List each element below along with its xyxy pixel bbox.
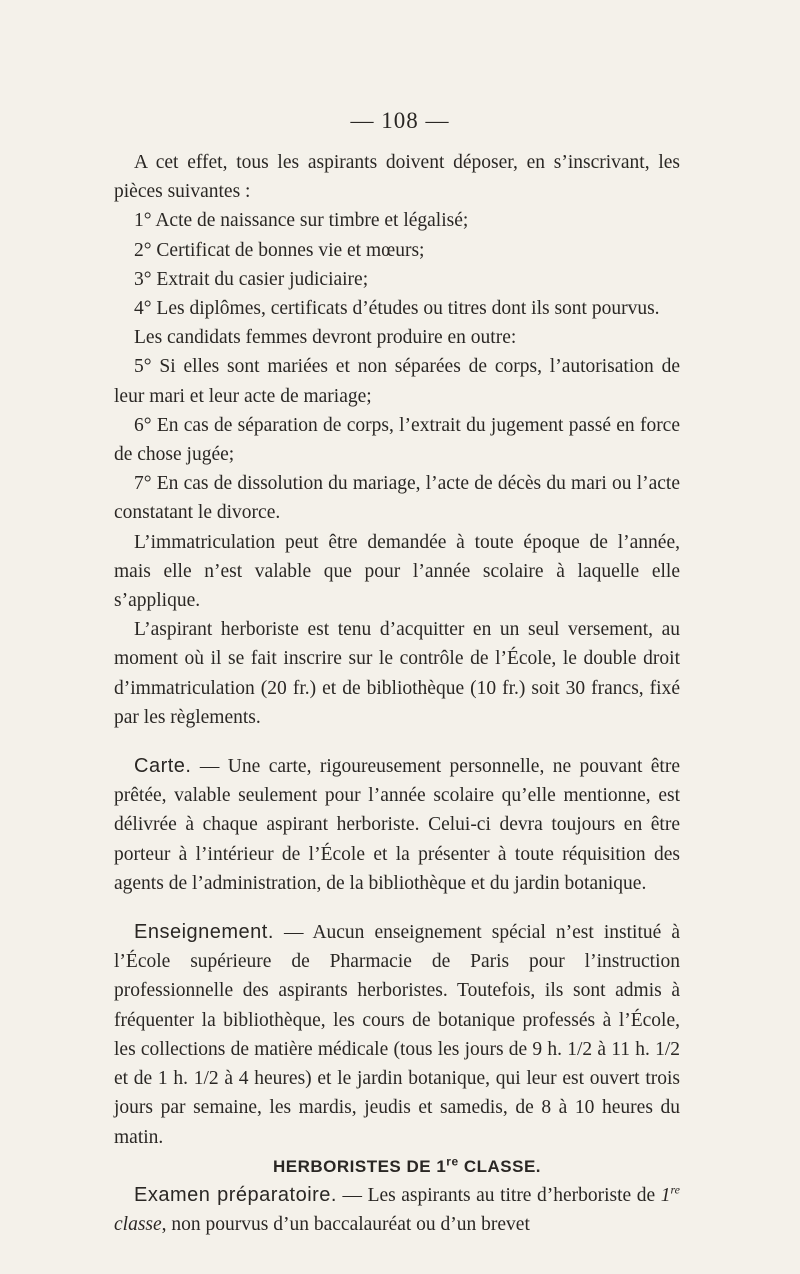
paragraph-immatriculation: L’immatriculation peut être demandée à toute époque de l’année, mais elle n’est valable que pour l’année scolaire à laquelle elle s’applique.	[114, 531, 680, 612]
list-item-5: 5° Si elles sont mariées et non séparées de corps, l’autorisation de leur mari et leur acte de mariage;	[114, 356, 680, 407]
body-text	[114, 148, 680, 1239]
run-in-heading-examen: Examen préparatoire.	[134, 1183, 337, 1206]
paragraph-fees: L’aspirant herboriste est tenu d’acquitter en un seul versement, au moment où il se fait inscrire sur le contrôle de l’École, le double droit d’immatriculation (20 fr.) et de bibliothèque (10 fr.) soit 30 francs, fixé par les règlements.	[114, 619, 680, 728]
examen-text-a: Les aspirants au titre d’herboriste de	[367, 1184, 661, 1206]
dash: —	[191, 756, 228, 778]
examen-ital-sup: re	[670, 1182, 681, 1197]
list-item-1: 1° Acte de naissance sur timbre et légalisé;	[134, 210, 469, 232]
list-item-2: 2° Certificat de bonnes vie et mœurs;	[134, 239, 425, 261]
paragraph-enseignement	[114, 918, 680, 1152]
list-item-6: 6° En cas de séparation de corps, l’extrait du jugement passé en force de chose jugée;	[114, 414, 680, 466]
dash: —	[337, 1184, 368, 1206]
paragraph-carte	[114, 752, 680, 898]
run-in-heading-enseignement: Enseignement.	[134, 921, 274, 944]
list-item-3: 3° Extrait du casier judiciaire;	[134, 268, 369, 290]
section-heading-prefix: HERBORISTES DE 1	[272, 1156, 447, 1176]
section-heading-sup: re	[446, 1154, 459, 1169]
paragraph-women: Les candidats femmes devront produire en outre:	[134, 327, 517, 349]
carte-text: Une carte, rigoureusement personnelle, ne pouvant être prêtée, valable seulement pour l’année scolaire qu’elle mentionne, est délivrée à chaque aspirant herboriste. Celui-ci devra toujours en être porteur à l’intérieur de l’École et la présenter à toute réquisition des agents de l’administration, de la bibliothèque et du jardin botanique.	[114, 756, 680, 894]
list-item-4: 4° Les diplômes, certificats d’études ou titres dont ils sont pourvus.	[134, 298, 660, 320]
paragraph-intro: A cet effet, tous les aspirants doivent déposer, en s’inscrivant, les pièces suivantes :	[114, 152, 680, 203]
section-heading	[114, 1152, 680, 1181]
enseignement-text: Aucun enseignement spécial n’est institué à l’École supérieure de Pharmacie de Paris pour l’instruction professionnelle des aspirants herboristes. Toutefois, ils sont admis à fréquenter la bibliothèque, les cours de botanique professés à l’École, les collections de matière médicale (tous les jours de 9 h. 1/2 à 11 h. 1/2 et de 1 h. 1/2 à 4 heures) et le jardin botanique, qui leur est ouvert trois jours par semaine, les mardis, jeudis et samedis, de 8 à 10 heures du matin.	[114, 922, 680, 1148]
page-number: — 108 —	[350, 108, 450, 133]
section-heading-suffix: CLASSE.	[458, 1156, 542, 1176]
examen-ital-num: 1	[660, 1184, 671, 1206]
examen-text-b: , non pourvus d’un baccalauréat ou d’un brevet	[161, 1214, 530, 1236]
examen-ital-word: classe	[114, 1214, 162, 1236]
paragraph-examen	[114, 1181, 680, 1239]
list-item-7: 7° En cas de dissolution du mariage, l’acte de décès du mari ou l’acte constatant le divorce.	[114, 473, 680, 524]
dash: —	[273, 922, 313, 944]
run-in-heading-carte: Carte.	[134, 755, 192, 778]
